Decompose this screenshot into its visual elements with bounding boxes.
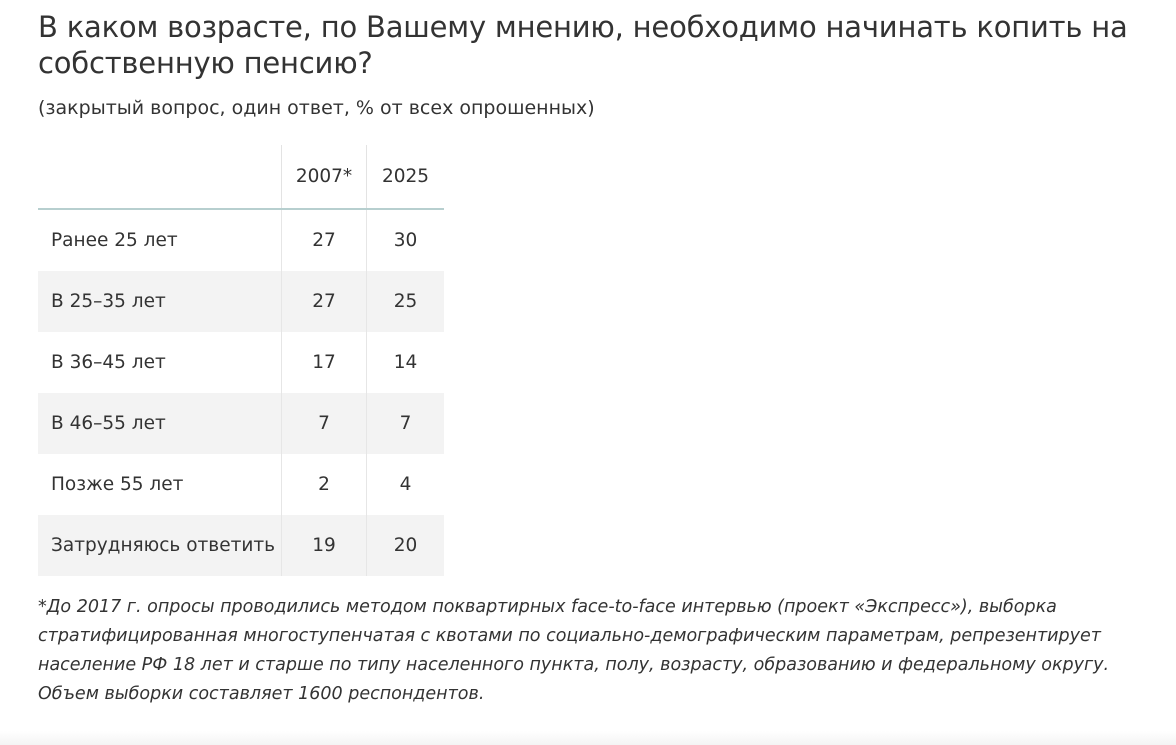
table-row bbox=[38, 393, 444, 454]
value-2025: 25 bbox=[367, 271, 445, 332]
page-title: В каком возрасте, по Вашему мнению, необходимо начинать копить на собственную пенсию? bbox=[38, 10, 1128, 80]
value-2007: 19 bbox=[282, 515, 367, 576]
results-table bbox=[38, 145, 444, 576]
header-2007: 2007* bbox=[282, 145, 367, 209]
table-row bbox=[38, 209, 444, 271]
bottom-edge-shadow bbox=[0, 731, 1176, 745]
value-2025: 14 bbox=[367, 332, 445, 393]
row-label: Затрудняюсь ответить bbox=[38, 515, 282, 576]
header-2025: 2025 bbox=[367, 145, 445, 209]
table-row bbox=[38, 515, 444, 576]
value-2007: 17 bbox=[282, 332, 367, 393]
question-note: (закрытый вопрос, один ответ, % от всех опрошенных) bbox=[38, 97, 595, 119]
row-label: Ранее 25 лет bbox=[51, 230, 178, 251]
survey-page bbox=[38, 0, 1158, 709]
value-2007: 27 bbox=[282, 209, 367, 271]
row-label: Позже 55 лет bbox=[51, 474, 184, 495]
table-header-row bbox=[38, 145, 444, 209]
row-label: В 46–55 лет bbox=[38, 393, 282, 454]
value-2025: 20 bbox=[367, 515, 445, 576]
value-2025: 7 bbox=[367, 393, 445, 454]
value-2007: 2 bbox=[282, 454, 367, 515]
table-row bbox=[38, 332, 444, 393]
header-answer bbox=[38, 145, 282, 209]
table-row bbox=[38, 271, 444, 332]
value-2007: 27 bbox=[282, 271, 367, 332]
table-row bbox=[38, 454, 444, 515]
row-label: В 25–35 лет bbox=[38, 271, 282, 332]
methodology-footnote: *До 2017 г. опросы проводились методом поквартирных face-to-face интервью (проект «Экспресс»), выборка стратифицированная многоступенчатая с квотами по социально-демографическим параметрам, репрезентирует население РФ 18 лет и старше по типу населенного пункта, полу, возрасту, образованию и федеральному округу. Объем выборки составляет 1600 респондентов. bbox=[38, 597, 1110, 704]
value-2025: 30 bbox=[367, 209, 445, 271]
value-2025: 4 bbox=[367, 454, 445, 515]
value-2007: 7 bbox=[282, 393, 367, 454]
row-label: В 36–45 лет bbox=[51, 352, 166, 373]
